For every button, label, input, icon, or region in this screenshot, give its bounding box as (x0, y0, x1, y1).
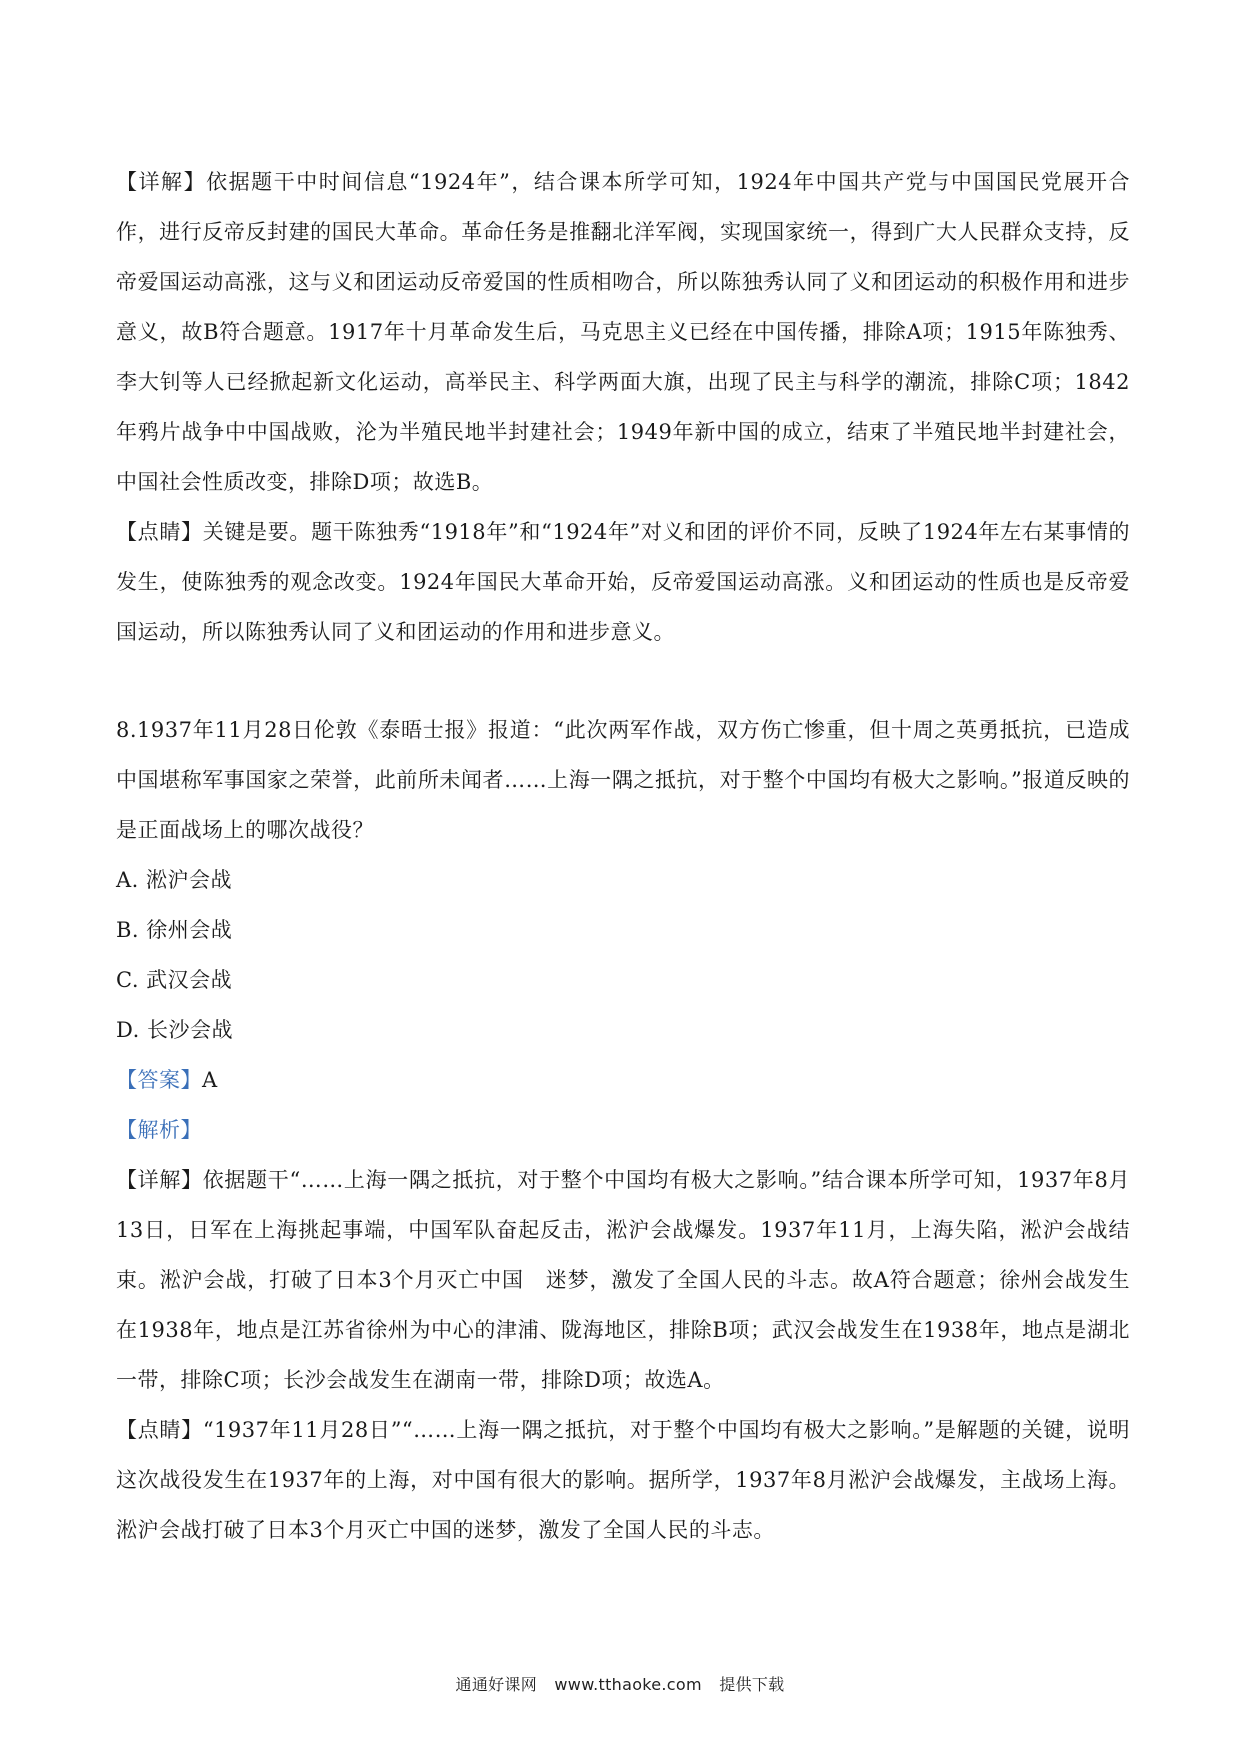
footer-site-name: 通通好课网 (455, 1675, 538, 1694)
comment-text: “1937年11月28日”“……上海一隅之抵抗，对于整个中国均有极大之影响。”是解题的关键，说明这次战役发生在1937年的上海，对中国有很大的影响。据所学，1937年8月淞沪会战爆发，主战场上海。淞沪会战打破了日本3个月灭亡中国的迷梦，激发了全国人民的斗志。 (116, 1418, 1131, 1542)
page-footer (0, 1672, 1240, 1695)
spacer (116, 657, 1130, 705)
option-a: A. 淞沪会战 (116, 868, 233, 892)
answer-value: A (202, 1068, 218, 1092)
detail-paragraph-2 (116, 1155, 1130, 1405)
option-c: C. 武汉会战 (116, 968, 233, 992)
comment-text: 关键是要。题干陈独秀“1918年”和“1924年”对义和团的评价不同，反映了1924年左右某事情的发生，使陈独秀的观念改变。1924年国民大革命开始，反帝爱国运动高涨。义和团运动的性质也是反帝爱国运动，所以陈独秀认同了义和团运动的作用和进步意义。 (116, 520, 1131, 644)
question-stem: 8.1937年11月28日伦敦《泰晤士报》报道：“此次两军作战，双方伤亡惨重，但十周之英勇抵抗，已造成中国堪称军事国家之荣誉，此前所未闻者……上海一隅之抵抗，对于整个中国均有极大之影响。”报道反映的是正面战场上的哪次战役？ (116, 718, 1130, 842)
detail-text: 依据题干中时间信息“1924年”，结合课本所学可知，1924年中国共产党与中国国民党展开合作，进行反帝反封建的国民大革命。革命任务是推翻北洋军阀，实现国家统一，得到广大人民群众支持，反帝爱国运动高涨，这与义和团运动反帝爱国的性质相吻合，所以陈独秀认同了义和团运动的积极作用和进步意义，故B符合题意。1917年十月革命发生后，马克思主义已经在中国传播，排除A项；1915年陈独秀、李大钊等人已经掀起新文化运动，高举民主、科学两面大旗，出现了民主与科学的潮流，排除C项；1842年鸦片战争中中国战败，沦为半殖民地半封建社会；1949年新中国的成立，结束了半殖民地半封建社会，中国社会性质改变，排除D项；故选B。 (116, 170, 1131, 494)
option-d: D. 长沙会战 (116, 1018, 233, 1042)
comment-tag: 【点睛】 (116, 520, 203, 544)
comment-paragraph-1 (116, 507, 1130, 657)
detail-text: 依据题干“……上海一隅之抵抗，对于整个中国均有极大之影响。”结合课本所学可知，1937年8月13日，日军在上海挑起事端，中国军队奋起反击，淞沪会战爆发。1937年11月，上海失陷，淞沪会战结束。淞沪会战，打破了日本3个月灭亡中国 迷梦，激发了全国人民的斗志。故A符合题意；徐州会战发生在1938年，地点是江苏省徐州为中心的津浦、陇海地区，排除B项；武汉会战发生在1938年，地点是湖北一带，排除C项；长沙会战发生在湖南一带，排除D项；故选A。 (116, 1168, 1130, 1392)
detail-tag: 【详解】 (116, 170, 207, 194)
detail-tag: 【详解】 (116, 1168, 203, 1192)
analysis-line (116, 1105, 1130, 1155)
analysis-tag: 【解析】 (116, 1118, 202, 1142)
footer-suffix: 提供下载 (719, 1675, 785, 1694)
answer-tag: 【答案】 (116, 1068, 202, 1092)
page-content (116, 157, 1130, 1555)
footer-url[interactable]: www.tthaoke.com (554, 1675, 702, 1694)
comment-paragraph-2 (116, 1405, 1130, 1555)
comment-tag: 【点睛】 (116, 1418, 203, 1442)
answer-line (116, 1055, 1130, 1105)
detail-paragraph-1 (116, 157, 1130, 507)
option-b: B. 徐州会战 (116, 918, 233, 942)
